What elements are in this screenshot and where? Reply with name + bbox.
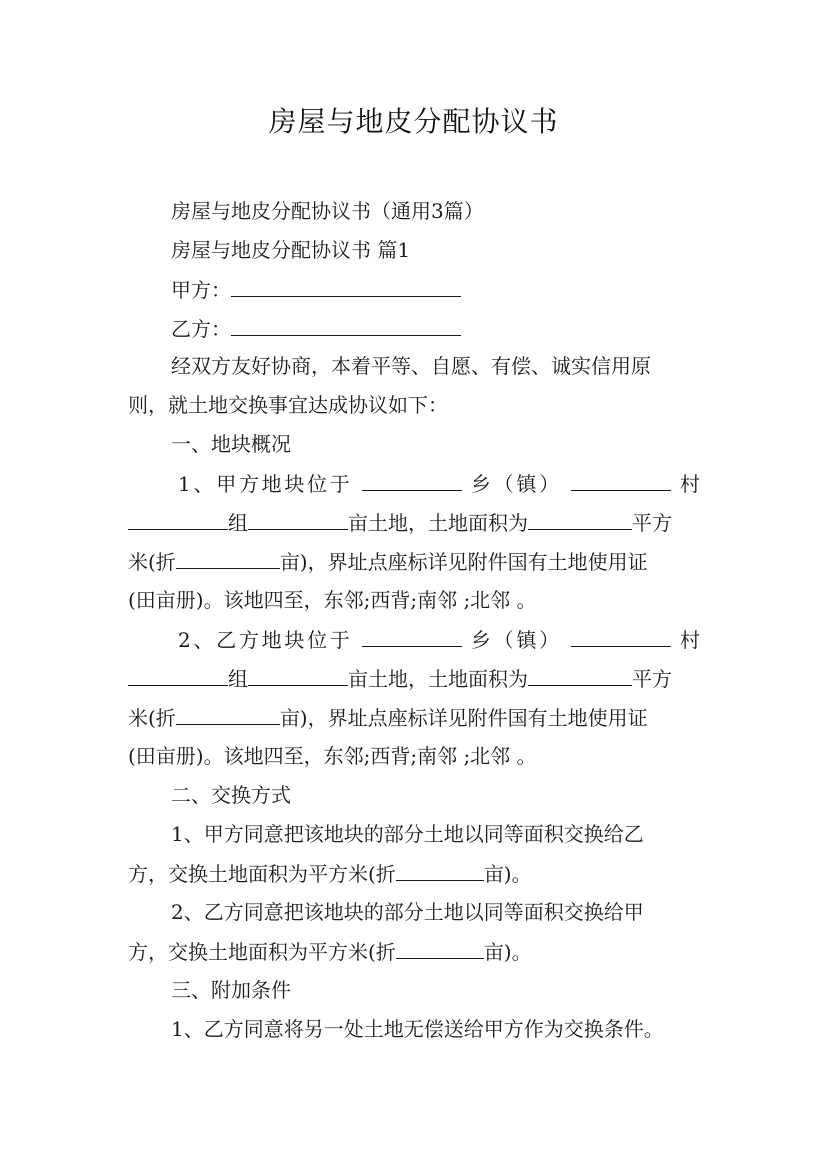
s1-item1-line3 (128, 546, 648, 577)
s2-item1-text-b: 亩)。 (483, 862, 532, 886)
township-blank (362, 468, 462, 491)
s1-item2-text-e: 亩土地，土地面积为 (348, 667, 528, 691)
part-heading: 房屋与地皮分配协议书 篇1 (171, 238, 411, 262)
document-title: 房屋与地皮分配协议书 (268, 105, 559, 138)
party-b-blank (231, 313, 461, 336)
s1-item1-line4: (田亩册)。该地四至，东邻;西背;南邻 ;北邻 。 (128, 588, 537, 612)
s2-item1-line1: 1、甲方同意把该地块的部分土地以同等面积交换给乙 (171, 822, 644, 846)
s2-item2-line2 (128, 936, 532, 967)
group-blank (128, 663, 228, 686)
s1-item1-text-h: 亩)，界址点座标详见附件国有土地使用证 (279, 550, 648, 574)
s1-item2-text-h: 亩)，界址点座标详见附件国有土地使用证 (279, 706, 648, 730)
s2-item1-text-a: 方，交换土地面积为平方米(折 (128, 862, 396, 886)
s1-item1-line1 (178, 468, 700, 499)
party-a-label: 甲方： (171, 278, 231, 302)
section-3-heading: 三、附加条件 (171, 978, 291, 1002)
s1-item2-line1 (178, 624, 700, 655)
s1-item1-text-e: 亩土地，土地面积为 (348, 511, 528, 535)
s1-item2-text-c: 村 (680, 628, 701, 652)
area-blank (528, 507, 632, 530)
village-blank (571, 624, 671, 647)
s1-item2-text-a: 2、乙方地块位于 (178, 628, 353, 652)
s1-item2-line4: (田亩册)。该地四至，东邻;西背;南邻 ;北邻 。 (128, 744, 537, 768)
s1-item1-text-a: 1、甲方地块位于 (178, 472, 353, 496)
converted-mu-blank (396, 858, 484, 881)
s1-item2-text-f: 平方 (632, 667, 672, 691)
s1-item2-text-b: 乡（镇） (470, 628, 562, 652)
township-blank (362, 624, 462, 647)
s1-item1-line2 (128, 507, 672, 538)
s1-item1-text-d: 组 (228, 511, 248, 535)
mu-blank (248, 507, 348, 530)
document-subtitle: 房屋与地皮分配协议书（通用3篇） (171, 199, 484, 223)
s1-item1-text-b: 乡（镇） (470, 472, 562, 496)
preamble-line-2: 则，就土地交换事宜达成协议如下： (128, 393, 448, 417)
party-a-line (171, 274, 461, 305)
converted-mu-blank (396, 936, 484, 959)
s1-item1-text-c: 村 (680, 472, 701, 496)
party-b-line (171, 313, 461, 344)
s1-item1-text-f: 平方 (632, 511, 672, 535)
village-blank (571, 468, 671, 491)
s1-item1-text-g: 米(折 (128, 550, 176, 574)
party-a-blank (231, 274, 461, 297)
area-blank (528, 663, 632, 686)
section-2-heading: 二、交换方式 (171, 783, 291, 807)
s1-item2-line3 (128, 702, 648, 733)
s2-item2-text-a: 方，交换土地面积为平方米(折 (128, 940, 396, 964)
converted-mu-blank (176, 702, 280, 725)
s2-item2-text-b: 亩)。 (483, 940, 532, 964)
preamble-line-1: 经双方友好协商，本着平等、自愿、有偿、诚实信用原 (171, 354, 651, 378)
s2-item2-line1: 2、乙方同意把该地块的部分土地以同等面积交换给甲 (171, 900, 644, 924)
s1-item2-line2 (128, 663, 672, 694)
party-b-label: 乙方： (171, 317, 231, 341)
mu-blank (248, 663, 348, 686)
s2-item1-line2 (128, 858, 532, 889)
s3-item1: 1、乙方同意将另一处土地无偿送给甲方作为交换条件。 (171, 1017, 664, 1041)
section-1-heading: 一、地块概况 (171, 432, 291, 456)
converted-mu-blank (176, 546, 280, 569)
s1-item2-text-d: 组 (228, 667, 248, 691)
s1-item2-text-g: 米(折 (128, 706, 176, 730)
group-blank (128, 507, 228, 530)
